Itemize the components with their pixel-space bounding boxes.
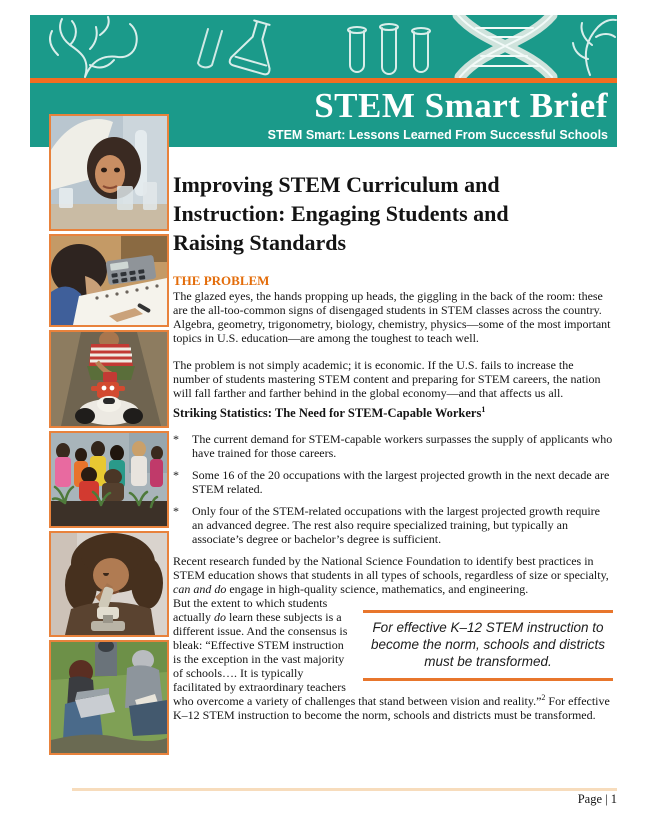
page-number: Page | 1 <box>577 792 617 806</box>
article-body <box>173 170 613 722</box>
dna-helix-sketch-icon <box>458 15 552 77</box>
photo-girl-microscope-image <box>51 533 167 635</box>
article-title <box>173 170 613 257</box>
photo-child-robot <box>49 330 169 428</box>
paragraph-research-continued <box>173 596 613 722</box>
paragraph-research-intro <box>173 554 613 596</box>
research-cont-text-3: For effective K–12 STEM instruction to become the norm, schools and districts must be transformed. <box>173 694 610 722</box>
photo-sidebar <box>49 114 169 755</box>
photo-fieldwork-laptop <box>49 640 169 755</box>
photo-student-test-tubes-image <box>51 116 167 229</box>
research-emphasis-do: do <box>213 610 226 624</box>
footnote-marker-2: 2 <box>541 693 546 702</box>
photo-student-test-tubes <box>49 114 169 231</box>
stats-heading <box>173 406 613 420</box>
list-item <box>173 432 613 460</box>
photo-boy-calculator-image <box>51 236 167 325</box>
bullet-text-demand: The current demand for STEM-capable workers surpasses the supply of applicants who have trained for those careers. <box>192 432 613 460</box>
photo-boy-calculator <box>49 234 169 327</box>
paragraph-economic-problem: The problem is not simply academic; it is economic. If the U.S. fails to increase the number of students mastering STEM content and preparing for STEM careers, the nation will fall farther and farther behind in the global economy—and that affects us all. <box>173 358 601 400</box>
pull-quote-text: For effective K–12 STEM instruction to become the norm, schools and districts must be transformed. <box>370 620 606 669</box>
asterisk-bullet-icon: * <box>173 468 179 482</box>
bullet-text-occupations: Some 16 of the 20 occupations with the largest projected growth in the next decade are STEM related. <box>192 468 610 496</box>
asterisk-bullet-icon: * <box>173 504 179 518</box>
test-tubes-sketch-icon <box>348 24 430 74</box>
brief-subtitle: STEM Smart: Lessons Learned From Successful Schools <box>267 128 608 142</box>
asterisk-bullet-icon: * <box>173 432 179 446</box>
photo-fieldwork-laptop-image <box>51 642 167 753</box>
research-intro-text-2: engage in high-quality science, mathematics, and engineering. <box>226 582 529 596</box>
article-title-line1: Improving STEM Curriculum and <box>173 172 500 197</box>
stats-heading-text: Striking Statistics: The Need for STEM-Capable Workers <box>173 406 482 420</box>
footer-rule <box>72 788 617 791</box>
list-item <box>173 504 613 546</box>
research-cont-text: But the extent to which students actually <box>173 596 328 624</box>
chalk-science-doodles-icon <box>30 15 617 78</box>
flask-sketch-icon <box>229 17 282 75</box>
paragraph-disengaged-students: The glazed eyes, the hands propping up heads, the giggling in the back of the room: these are the all-too-common signs of disengaged students in STEM classes across the country. Algebra, geometry, trigonometry, biology, chemistry, physics—some of the most important topics in U.S. education—are among the toughest to teach well. <box>173 289 611 345</box>
bullet-text-degrees: Only four of the STEM-related occupations with the largest projected growth require an advanced degree. The rest also require specialized training, but typically an associate’s degree or bachelor’s degree is sufficient. <box>192 504 600 546</box>
photo-girl-microscope <box>49 531 169 637</box>
research-cont-text-2: learn these subjects is a different issue. And the consensus is bleak: “Effective STEM instruction is the exception in the vast majority of schools…. It is typically facilitated by extraordinary teachers who overcome a variety of challenges that stand between vision and reality.” <box>173 610 542 708</box>
brief-title: STEM Smart Brief <box>314 86 608 125</box>
research-intro-text: Recent research funded by the National Science Foundation to identify best practices in STEM education shows that students in all types of schools, regardless of size or specialty, <box>173 554 609 582</box>
bullet-list <box>173 432 613 546</box>
footnote-marker-1: 1 <box>481 404 486 414</box>
photo-child-robot-image <box>51 332 167 426</box>
chalkboard-banner <box>30 15 617 78</box>
pull-quote-box <box>363 610 613 681</box>
article-title-line2: Instruction: Engaging Students and <box>173 201 509 226</box>
photo-students-gardening <box>49 431 169 528</box>
section-heading-the-problem: THE PROBLEM <box>173 273 270 288</box>
research-emphasis-can-and-do: can and do <box>173 582 227 596</box>
list-item <box>173 468 613 496</box>
branch-sketch-right-icon <box>573 20 616 75</box>
branch-sketch-icon <box>50 17 137 77</box>
photo-students-gardening-image <box>51 433 167 526</box>
article-title-line3: Raising Standards <box>173 230 347 255</box>
tube-sketch-icon <box>198 29 222 67</box>
